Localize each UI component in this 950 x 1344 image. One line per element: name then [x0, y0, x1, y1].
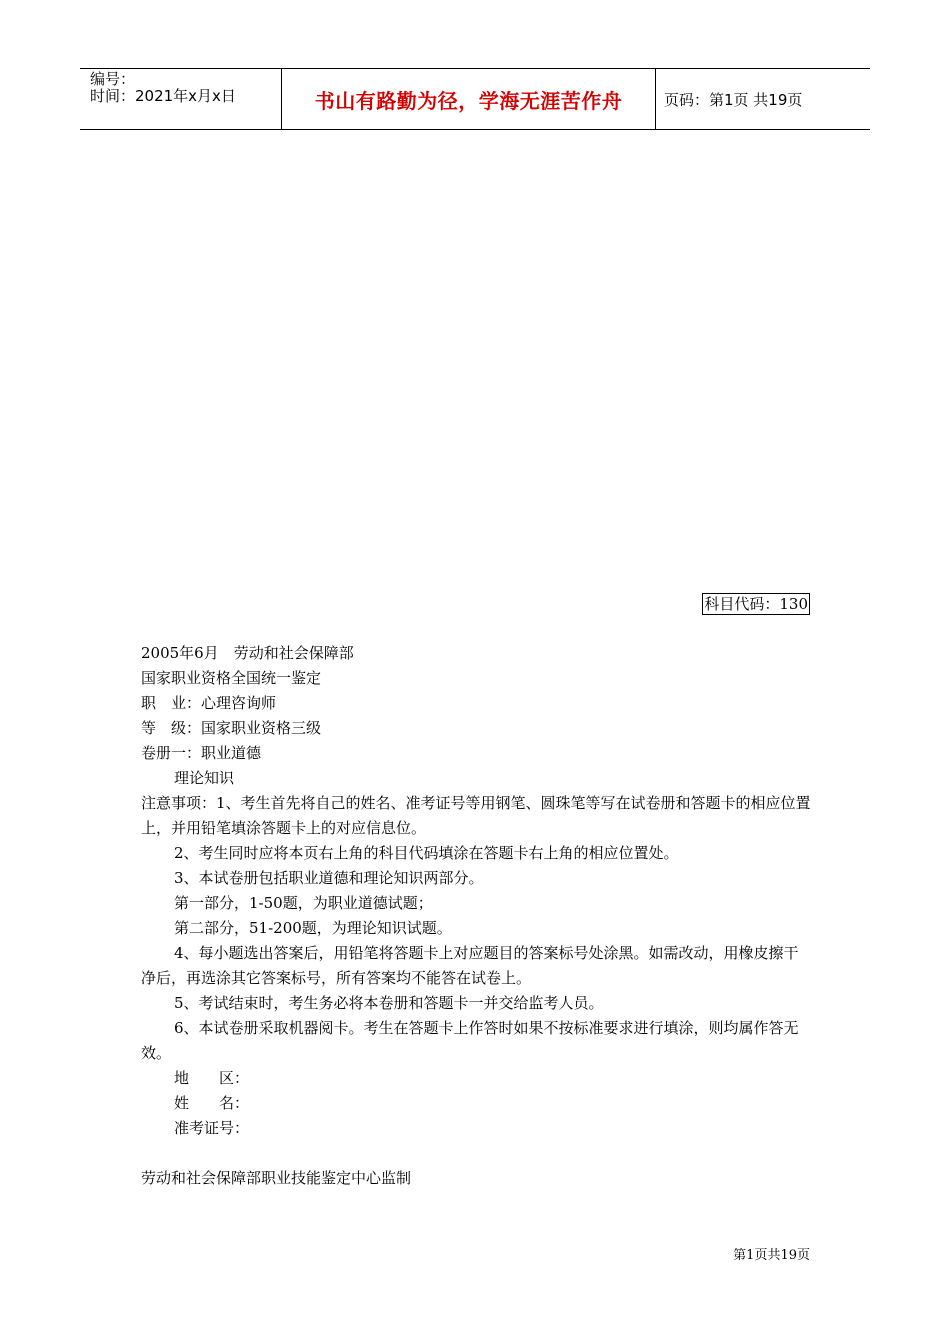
occupation-line: 职 业：心理咨询师 — [141, 694, 277, 712]
header-page-label: 页码：第1页 共19页 — [664, 90, 803, 109]
note-5: 5、考试结束时，考生务必将本卷册和答题卡一并交给监考人员。 — [174, 994, 604, 1012]
number-label: 编号： — [90, 70, 136, 88]
region-field: 地 区： — [174, 1069, 250, 1087]
volume-sub-line: 理论知识 — [174, 769, 235, 787]
time-label: 时间：2021年x月x日 — [90, 87, 236, 105]
note-1: 注意事项：1、考生首先将自己的姓名、准考证号等用钢笔、圆珠笔等写在试卷册和答题卡的相应位置上，并用铅笔填涂答题卡上的对应信息位。 — [141, 794, 811, 837]
note-6: 6、本试卷册采取机器阅卡。考生在答题卡上作答时如果不按标准要求进行填涂，则均属作答无效。 — [141, 1019, 799, 1062]
exam-name-line: 国家职业资格全国统一鉴定 — [141, 669, 322, 687]
header-motto: 书山有路勤为径，学海无涯苦作舟 — [282, 69, 656, 129]
part-1-line: 第一部分，1-50题，为职业道德试题； — [174, 894, 433, 912]
page-header — [80, 68, 870, 130]
name-field: 姓 名： — [174, 1094, 250, 1112]
document-body — [141, 641, 811, 1191]
note-4: 4、每小题选出答案后，用铅笔将答题卡上对应题目的答案标号处涂黑。如需改动，用橡皮擦干净后，再选涂其它答案标号，所有答案均不能答在试卷上。 — [141, 944, 799, 987]
subject-code-box: 科目代码：130 — [704, 595, 808, 613]
supervisor-line: 劳动和社会保障部职业技能鉴定中心监制 — [141, 1169, 412, 1187]
part-2-line: 第二部分，51-200题，为理论知识试题。 — [174, 919, 452, 937]
note-3: 3、本试卷册包括职业道德和理论知识两部分。 — [174, 869, 484, 887]
spacer — [141, 1141, 811, 1166]
note-2: 2、考生同时应将本页右上角的科目代码填涂在答题卡右上角的相应位置处。 — [174, 844, 679, 862]
page-footer: 第1页共19页 — [733, 1248, 810, 1263]
ticket-number-field: 准考证号： — [174, 1119, 250, 1137]
date-org-line: 2005年6月 劳动和社会保障部 — [141, 644, 354, 662]
header-info-cell — [80, 69, 282, 129]
level-line: 等 级：国家职业资格三级 — [141, 719, 322, 737]
volume-line: 卷册一：职业道德 — [141, 744, 262, 762]
